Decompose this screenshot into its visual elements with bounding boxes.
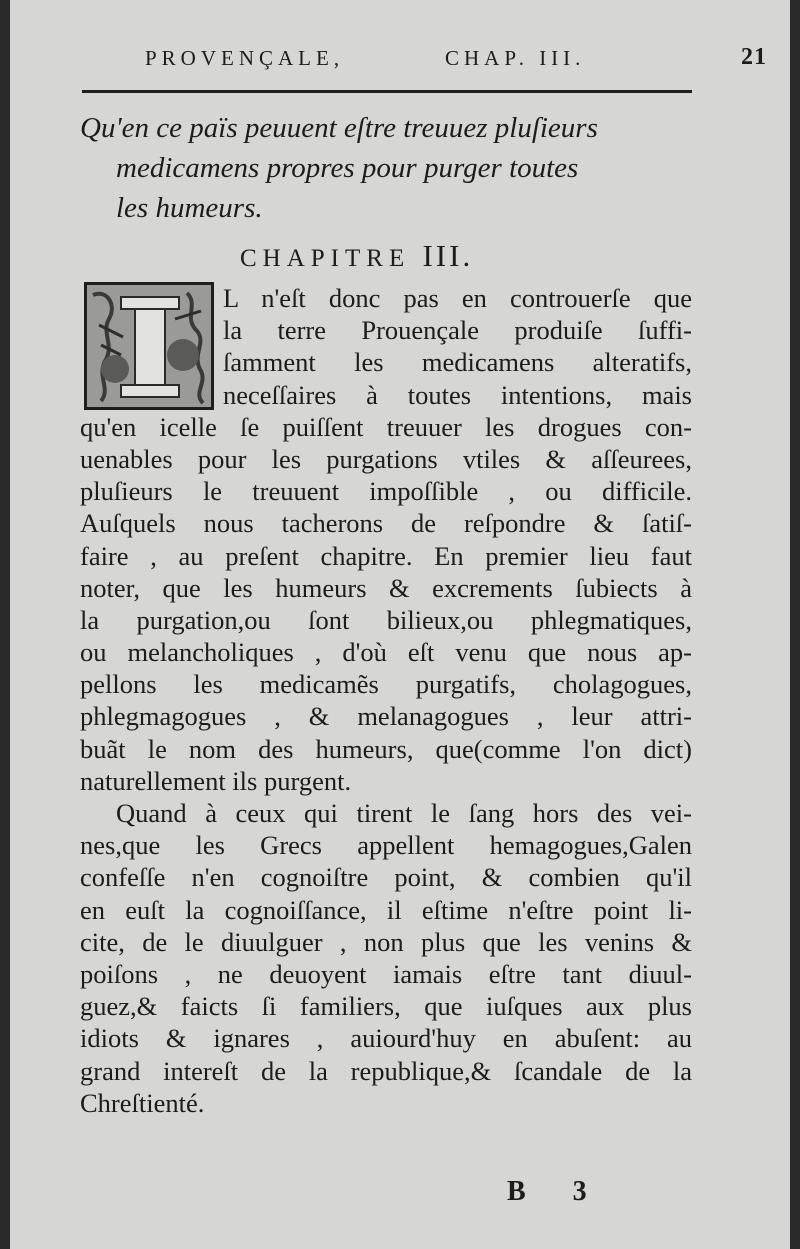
text-line: neceſſaires à toutes intentions, mais (223, 379, 692, 410)
text-line: ou melancholiques , d'où eſt venu que nous ap- (80, 637, 692, 668)
chapter-summary-heading (80, 108, 700, 228)
text-line: phlegmagogues , & melanagogues , leur attri- (80, 701, 692, 732)
text-line: en euſt la cognoiſſance, il eſtime n'eſtre point li- (80, 894, 692, 925)
text-line: uenables pour les purgations vtiles & aſſeurees, (80, 443, 692, 474)
text-line: nes,que les Grecs appellent hemagogues,Galen (80, 830, 692, 861)
chapter-number: III. (422, 238, 474, 273)
running-head-title: PROVENÇALE, (145, 46, 345, 70)
text-line: faire , au preſent chapitre. En premier lieu faut (80, 540, 692, 571)
header-rule (82, 90, 692, 93)
text-line: noter, que les humeurs & excrements ſubiects à (80, 572, 692, 603)
text-line: qu'en icelle ſe puiſſent treuuer les drogues con- (80, 411, 692, 442)
running-head (145, 36, 767, 76)
running-head-chapter: CHAP. III. (445, 46, 586, 70)
heading-line: les humeurs. (116, 192, 263, 224)
heading-line: Qu'en ce païs peuuent eſtre treuuez pluſieurs (80, 112, 598, 144)
signature-mark: B 3 (507, 1176, 607, 1207)
text-line: cite, de le diuulguer , non plus que les venins & (80, 926, 692, 957)
text-line: poiſons , ne deuoyent iamais eſtre tant diuul- (80, 958, 692, 989)
text-line: la terre Prouençale produiſe ſuffi- (223, 315, 692, 346)
page-number: 21 (741, 44, 767, 70)
text-line: idiots & ignares , auiourd'huy en abuſent: au (80, 1023, 692, 1054)
text-line: ſamment les medicamens alteratifs, (223, 347, 692, 378)
book-page (10, 0, 790, 1249)
text-line: Quand à ceux qui tirent le ſang hors des vei- (116, 798, 692, 828)
text-line: naturellement ils purgent. (80, 765, 352, 796)
text-line: pellons les medicamẽs purgatifs, cholagogues, (80, 669, 692, 700)
text-line: pluſieurs le treuuent impoſſible , ou difficile. (80, 476, 692, 507)
heading-line: medicamens propres pour purger toutes (116, 152, 579, 184)
body-text (80, 282, 692, 1119)
chapter-label: CHAPITRE (240, 245, 411, 272)
text-line: guez,& faicts ſi familiers, que iuſques aux plus (80, 991, 692, 1022)
text-line: la purgation,ou ſont bilieux,ou phlegmatiques, (80, 604, 692, 635)
text-line: Auſquels nous tacherons de reſpondre & ſatiſ- (80, 508, 692, 539)
chapter-title (240, 238, 473, 274)
text-line: buãt le nom des humeurs, que(comme l'on dict) (80, 733, 692, 764)
text-line: grand intereſt de la republique,& ſcandale de la (80, 1055, 692, 1086)
text-line: Chreſtienté. (80, 1087, 205, 1118)
text-line: L n'eſt donc pas en controuerſe que (223, 283, 692, 313)
text-line: confeſſe n'en cognoiſtre point, & combien qu'il (80, 862, 692, 893)
